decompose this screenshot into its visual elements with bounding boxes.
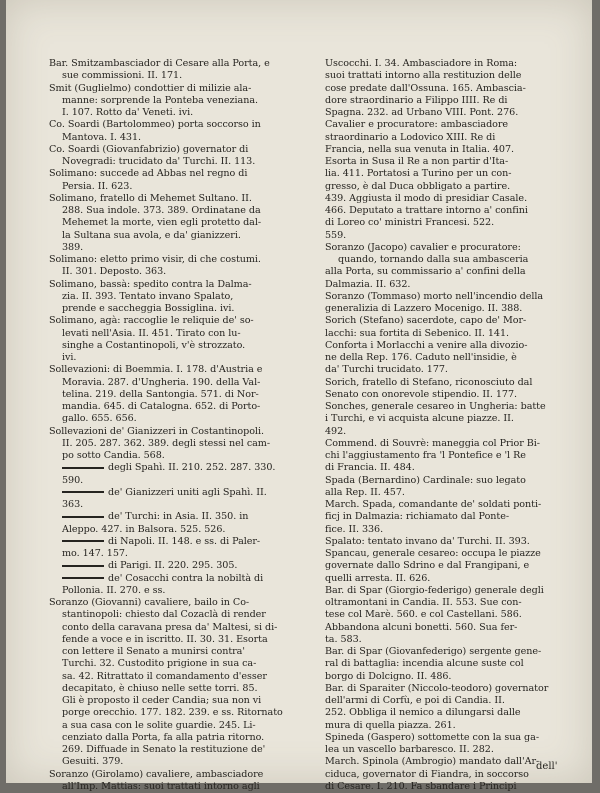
index-entry-text: ciduca, governator di Fiandra, in soccorso xyxy=(325,768,529,780)
index-entry-text: Bar. di Sparaiter (Niccolo-teodoro) governator xyxy=(325,682,549,694)
left-index-line xyxy=(49,83,303,95)
index-entry-text: lea un vascello barbaresco. II. 282. xyxy=(325,744,494,755)
right-index-line xyxy=(325,634,577,646)
left-index-line xyxy=(49,573,303,585)
right-index-line xyxy=(325,193,577,205)
index-entry-text: Spineda (Gaspero) sottomette con la sua ga- xyxy=(325,731,540,743)
index-entry-text: 559. xyxy=(325,229,347,241)
index-entry-text: Sonches, generale cesareo in Ungheria: batte xyxy=(325,401,546,412)
left-index-line xyxy=(49,511,303,523)
right-index-line xyxy=(325,328,577,340)
index-entry-text: tese col Marè. 560. e col Castellani. 586. xyxy=(325,609,522,621)
index-entry-text: Solimano: eletto primo visir, di che costumi. xyxy=(49,254,261,265)
ditto-dash xyxy=(62,540,104,542)
index-entry-text: lia. 411. Portatosi a Turino per un con- xyxy=(325,168,512,180)
left-index-line xyxy=(49,303,303,315)
index-entry-text: Soranzo (Jacopo) cavalier e procuratore: xyxy=(325,241,521,253)
index-entry-text: Solimano, agà: raccoglie le reliquie de' so- xyxy=(49,315,254,327)
right-index-line xyxy=(325,585,577,597)
index-entry-text: Dalmazia. II. 632. xyxy=(325,278,411,290)
right-index-line xyxy=(325,315,577,327)
right-index-line xyxy=(325,475,577,487)
index-entry-text: prende e saccheggia Bossiglina. ivi. xyxy=(62,303,235,314)
left-index-line xyxy=(49,279,303,291)
left-index-line xyxy=(49,168,303,180)
right-index-line xyxy=(325,413,577,425)
index-entry-text: Senato con onorevole stipendio. II. 177. xyxy=(325,388,517,400)
index-entry-text: da' Turchi trucidato. 177. xyxy=(325,364,448,376)
index-entry-text: Gli è proposto il ceder Candia; sua non vi xyxy=(62,695,262,706)
right-index-line xyxy=(325,168,577,180)
index-entry-text: mandia. 645. di Catalogna. 652. di Porto- xyxy=(62,401,261,412)
left-index-line xyxy=(49,732,303,744)
right-index-line xyxy=(325,536,577,548)
index-entry-text: gallo. 655. 656. xyxy=(62,413,137,425)
index-entry-text: governate dallo Sdrino e dal Frangipani, e xyxy=(325,560,530,572)
index-entry-text: Bar. di Spar (Giovanfederigo) sergente gene- xyxy=(325,646,542,657)
left-index-line xyxy=(49,107,303,119)
index-entry-text: de' Gianizzeri uniti agli Spahì. II. xyxy=(108,486,267,498)
index-entry-text: di Parigi. II. 220. 295. 305. xyxy=(108,560,238,572)
right-index-line xyxy=(325,609,577,621)
index-entry-text: 389. xyxy=(62,241,84,253)
index-entry-text: stantinopoli: chiesto dal Cozaclà di render xyxy=(62,609,266,621)
index-entry-text: Co. Soardi (Bartolommeo) porta soccorso in xyxy=(49,119,261,131)
index-entry-text: dore straordinario a Filippo IIII. Re di xyxy=(325,94,508,106)
index-entry-text: Sorich (Stefano) sacerdote, capo de' Mor- xyxy=(325,315,527,327)
right-index-line xyxy=(325,646,577,658)
index-entry-text: Soranzo (Tommaso) morto nell'incendio della xyxy=(325,290,544,302)
index-entry-text: oltramontani in Candia. II. 553. Sue con- xyxy=(325,597,522,608)
right-index-line xyxy=(325,70,577,82)
right-index-line xyxy=(325,401,577,413)
left-index-line xyxy=(49,266,303,278)
left-index-line xyxy=(49,193,303,205)
index-entry-text: Sollevazioni: di Boemmia. I. 178. d'Austria e xyxy=(49,364,263,376)
right-index-line xyxy=(325,230,577,242)
index-entry-text: Turchi. 32. Custodito prigione in sua ca- xyxy=(62,658,257,670)
index-entry-text: sa. 42. Ritrattato il comandamento d'esser xyxy=(62,670,267,682)
index-entry-text: di Loreo co' ministri Francesi. 522. xyxy=(325,217,495,229)
index-entry-text: Aleppo. 427. in Balsora. 525. 526. xyxy=(62,523,226,535)
index-entry-text: Uscocchi. I. 34. Ambasciadore in Roma: xyxy=(325,58,518,69)
right-index-line xyxy=(325,340,577,352)
left-index-line xyxy=(49,450,303,462)
right-index-line xyxy=(325,720,577,732)
index-entry-text: Spalato: tentato invano da' Turchi. II. 393. xyxy=(325,535,530,547)
left-index-line xyxy=(49,658,303,670)
right-index-line xyxy=(325,377,577,389)
index-entry-text: Bar. di Spar (Giorgio-federigo) generale degli xyxy=(325,584,544,596)
index-entry-text: 590. xyxy=(62,474,84,486)
index-entry-text: March. Spada, comandante de' soldati ponti- xyxy=(325,499,542,510)
index-entry-text: Solimano, fratello di Mehemet Sultano. II. xyxy=(49,192,252,204)
right-index-line xyxy=(325,242,577,254)
right-index-line xyxy=(325,58,577,70)
right-index-line xyxy=(325,291,577,303)
left-index-line xyxy=(49,132,303,144)
right-index-line xyxy=(325,732,577,744)
index-entry-text: alla Rep. II. 457. xyxy=(325,486,405,498)
ditto-dash xyxy=(62,516,104,518)
right-index-line xyxy=(325,217,577,229)
left-index-line xyxy=(49,377,303,389)
left-index-line xyxy=(49,315,303,327)
right-index-line xyxy=(325,524,577,536)
catchword: dell' xyxy=(536,761,558,772)
index-entry-text: zia. II. 393. Tentato invano Spalato, xyxy=(62,290,234,302)
right-index-line xyxy=(325,205,577,217)
index-entry-text: 363. xyxy=(62,499,84,510)
index-entry-text: decapitato, è chiuso nelle sette torri. 85. xyxy=(62,682,258,694)
index-entry-text: a sua casa con le solite guardie. 245. Li- xyxy=(62,719,256,731)
ditto-dash xyxy=(62,467,104,469)
index-entry-text: Persia. II. 623. xyxy=(62,180,133,192)
index-entry-text: Sollevazioni de' Gianizzeri in Costantinopoli. xyxy=(49,425,264,437)
index-entry-text: conto della caravana presa da' Maltesi, si di- xyxy=(62,621,278,633)
index-entry-text: ivi. xyxy=(62,352,77,363)
right-index-line xyxy=(325,658,577,670)
left-index-line xyxy=(49,242,303,254)
index-entry-text: Spada (Bernardino) Cardinale: suo legato xyxy=(325,474,526,486)
index-entry-text: straordinario a Lodovico XIII. Re di xyxy=(325,131,496,143)
index-entry-text: 466. Deputato a trattare intorno a' confini xyxy=(325,205,528,216)
right-index-line xyxy=(325,95,577,107)
left-index-line xyxy=(49,597,303,609)
left-index-line xyxy=(49,671,303,683)
left-index-column xyxy=(49,58,303,793)
index-entry-text: Abbandona alcuni bonetti. 560. Sua fer- xyxy=(325,621,518,633)
index-entry-text: i Turchi, e vi acquista alcune piazze. II. xyxy=(325,413,514,425)
right-index-line xyxy=(325,303,577,315)
index-entry-text: ficj in Dalmazia: richiamato dal Ponte- xyxy=(325,511,510,523)
right-index-line xyxy=(325,462,577,474)
index-entry-text: ta. 583. xyxy=(325,633,362,645)
index-entry-text: Sorich, fratello di Stefano, riconosciuto dal xyxy=(325,376,533,388)
index-entry-text: ral di battaglia: incendia alcune suste col xyxy=(325,658,524,670)
left-index-line xyxy=(49,95,303,107)
index-entry-text: degli Spahì. II. 210. 252. 287. 330. xyxy=(108,462,276,474)
left-index-line xyxy=(49,70,303,82)
index-entry-text: de' Turchi: in Asia. II. 350. in xyxy=(108,511,249,523)
left-index-line xyxy=(49,622,303,634)
right-index-line xyxy=(325,389,577,401)
left-index-line xyxy=(49,181,303,193)
index-entry-text: Cavalier e procuratore: ambasciadore xyxy=(325,119,509,131)
left-index-line xyxy=(49,156,303,168)
right-index-line xyxy=(325,438,577,450)
ditto-dash xyxy=(62,491,104,493)
right-index-line xyxy=(325,499,577,511)
ditto-dash xyxy=(62,565,104,567)
right-index-line xyxy=(325,156,577,168)
left-index-line xyxy=(49,426,303,438)
index-entry-text: 439. Aggiusta il modo di presidiar Casale. xyxy=(325,192,528,204)
right-index-line xyxy=(325,266,577,278)
right-index-line xyxy=(325,695,577,707)
right-index-line xyxy=(325,426,577,438)
left-index-line xyxy=(49,340,303,352)
left-index-line xyxy=(49,548,303,560)
left-index-line xyxy=(49,352,303,364)
index-entry-text: Esorta in Susa il Re a non partir d'Ita- xyxy=(325,156,509,167)
index-entry-text: mo. 147. 157. xyxy=(62,548,128,559)
right-index-line xyxy=(325,119,577,131)
right-index-line xyxy=(325,744,577,756)
left-index-line xyxy=(49,401,303,413)
right-index-line xyxy=(325,597,577,609)
right-index-line xyxy=(325,622,577,634)
index-entry-text: cose predate dall'Ossuna. 165. Ambascia- xyxy=(325,82,526,94)
right-index-line xyxy=(325,560,577,572)
index-entry-text: di Francia. II. 484. xyxy=(325,462,415,474)
index-entry-text: Soranzo (Giovanni) cavaliere, bailo in Co- xyxy=(49,597,250,608)
left-index-line xyxy=(49,769,303,781)
index-entry-text: Smit (Guglielmo) condottier di milizie ala- xyxy=(49,82,252,94)
left-index-line xyxy=(49,217,303,229)
index-entry-text: all'Imp. Mattias: suoi trattati intorno agli xyxy=(62,780,260,792)
right-index-line xyxy=(325,548,577,560)
left-index-line xyxy=(49,462,303,474)
index-entry-text: generalizia di Lazzero Mocenigo. II. 388. xyxy=(325,303,523,314)
index-entry-text: sue commissioni. II. 171. xyxy=(62,70,183,82)
index-entry-text: alla Porta, su commissario a' confini della xyxy=(325,266,526,278)
index-entry-text: di Cesare. I. 210. Fa sbandare i Principi xyxy=(325,780,517,792)
left-index-line xyxy=(49,499,303,511)
index-entry-text: Moravia. 287. d'Ungheria. 190. della Val- xyxy=(62,376,261,388)
index-entry-text: fice. II. 336. xyxy=(325,523,384,535)
index-entry-text: Mantova. I. 431. xyxy=(62,131,142,143)
index-entry-text: chi l'aggiustamento fra 'l Pontefice e 'l Re xyxy=(325,450,526,461)
left-index-line xyxy=(49,230,303,242)
index-entry-text: Spancau, generale cesareo: occupa le piazze xyxy=(325,548,541,559)
left-index-line xyxy=(49,634,303,646)
index-entry-text: con lettere il Senato a munirsi contra' xyxy=(62,646,245,657)
left-index-line xyxy=(49,119,303,131)
index-entry-text: 288. Sua indole. 373. 389. Ordinatane da xyxy=(62,205,261,216)
index-entry-text: I. 107. Rotto da' Veneti. ivi. xyxy=(62,107,194,118)
index-entry-text: mura di quella piazza. 261. xyxy=(325,719,456,731)
index-entry-text: singhe a Costantinopoli, v'è strozzato. xyxy=(62,339,246,351)
index-entry-text: levati nell'Asia. II. 451. Tirato con lu- xyxy=(62,327,241,339)
right-index-line xyxy=(325,144,577,156)
index-entry-text: manne: sorprende la Ponteba veneziana. xyxy=(62,94,259,106)
left-index-line xyxy=(49,328,303,340)
right-index-line xyxy=(325,707,577,719)
index-entry-text: Spagna. 232. ad Urbano VIII. Pont. 276. xyxy=(325,107,519,118)
index-entry-text: dell'armi di Corfù, e poi di Candia. II. xyxy=(325,695,505,706)
right-index-line xyxy=(325,364,577,376)
index-entry-text: Pollonia. II. 270. e ss. xyxy=(62,584,166,596)
index-entry-text: cenziato dalla Porta, fa alla patria ritorno. xyxy=(62,731,265,743)
left-index-line xyxy=(49,413,303,425)
right-index-line xyxy=(325,671,577,683)
left-index-line xyxy=(49,487,303,499)
document-page xyxy=(6,0,592,792)
left-index-line xyxy=(49,720,303,732)
ditto-dash xyxy=(62,577,104,579)
index-entry-text: II. 301. Deposto. 363. xyxy=(62,266,167,278)
left-index-line xyxy=(49,291,303,303)
index-entry-text: Commend. di Souvrè: maneggia col Prior Bi- xyxy=(325,437,541,449)
left-index-line xyxy=(49,536,303,548)
left-index-line xyxy=(49,744,303,756)
left-index-line xyxy=(49,560,303,572)
index-entry-text: 492. xyxy=(325,425,347,437)
right-index-line xyxy=(325,573,577,585)
index-entry-text: suoi trattati intorno alla restituzion delle xyxy=(325,70,522,82)
index-entry-text: de' Cosacchi contra la nobiltà di xyxy=(108,572,264,584)
right-index-line xyxy=(325,132,577,144)
right-index-line xyxy=(325,352,577,364)
right-index-line xyxy=(325,450,577,462)
index-entry-text: Conforta i Morlacchi a venire alla divozio- xyxy=(325,339,528,351)
left-index-line xyxy=(49,144,303,156)
left-index-line xyxy=(49,364,303,376)
index-entry-text: po sotto Candia. 568. xyxy=(62,450,165,461)
left-index-line xyxy=(49,389,303,401)
left-index-line xyxy=(49,58,303,70)
index-entry-text: Solimano: succede ad Abbas nel regno di xyxy=(49,168,248,180)
index-entry-text: 269. Diffuade in Senato la restituzione de' xyxy=(62,744,266,755)
left-index-line xyxy=(49,438,303,450)
index-entry-text: Francia, nella sua venuta in Italia. 407. xyxy=(325,143,515,155)
right-index-line xyxy=(325,487,577,499)
index-entry-text: Bar. Smitzambasciador di Cesare alla Porta, e xyxy=(49,58,270,69)
left-index-line xyxy=(49,756,303,768)
index-entry-text: fende a voce e in iscritto. II. 30. 31. Esorta xyxy=(62,633,268,645)
index-entry-text: porge orecchio. 177. 182. 239. e ss. Ritornato xyxy=(62,707,283,719)
left-index-line xyxy=(49,695,303,707)
index-entry-text: quelli arresta. II. 626. xyxy=(325,572,431,584)
right-index-line xyxy=(325,181,577,193)
right-index-column xyxy=(325,58,577,793)
right-index-line xyxy=(325,683,577,695)
index-entry-text: borgo di Dolcigno. II. 486. xyxy=(325,670,452,682)
index-entry-text: II. 205. 287. 362. 389. degli stessi nel cam- xyxy=(62,437,271,449)
right-index-line xyxy=(325,83,577,95)
index-entry-text: di Napoli. II. 148. e ss. di Paler- xyxy=(108,535,261,547)
left-index-line xyxy=(49,609,303,621)
index-entry-text: 252. Obbliga il nemico a dilungarsi dalle xyxy=(325,707,521,719)
index-entry-text: quando, tornando dalla sua ambasceria xyxy=(338,254,529,265)
index-entry-text: Solimano, bassà: spedito contra la Dalma- xyxy=(49,278,252,290)
left-index-line xyxy=(49,646,303,658)
left-index-line xyxy=(49,585,303,597)
index-entry-text: Mehemet la morte, vien egli protetto dal- xyxy=(62,217,262,229)
left-index-line xyxy=(49,524,303,536)
left-index-line xyxy=(49,475,303,487)
left-index-line xyxy=(49,683,303,695)
index-entry-text: gresso, è dal Duca obbligato a partire. xyxy=(325,180,511,192)
left-index-line xyxy=(49,707,303,719)
index-entry-text: ne della Rep. 176. Caduto nell'insidie, è xyxy=(325,352,517,363)
right-index-line xyxy=(325,279,577,291)
index-entry-text: Co. Soardi (Giovanfabrizio) governator di xyxy=(49,143,249,155)
right-index-line xyxy=(325,254,577,266)
index-entry-text: Novegradi: trucidato da' Turchi. II. 113. xyxy=(62,156,256,167)
index-entry-text: March. Spinola (Ambrogio) mandato dall'Ar- xyxy=(325,756,540,768)
index-entry-text: lacchi: sua fortita di Sebenico. II. 141. xyxy=(325,327,510,339)
left-index-line xyxy=(49,205,303,217)
index-entry-text: Gesuiti. 379. xyxy=(62,756,124,768)
index-entry-text: telina. 219. della Santongia. 571. di Nor- xyxy=(62,388,259,400)
right-index-line xyxy=(325,107,577,119)
index-entry-text: la Sultana sua avola, e da' gianizzeri. xyxy=(62,229,241,241)
left-index-line xyxy=(49,254,303,266)
right-index-line xyxy=(325,511,577,523)
index-entry-text: Soranzo (Girolamo) cavaliere, ambasciadore xyxy=(49,768,264,780)
